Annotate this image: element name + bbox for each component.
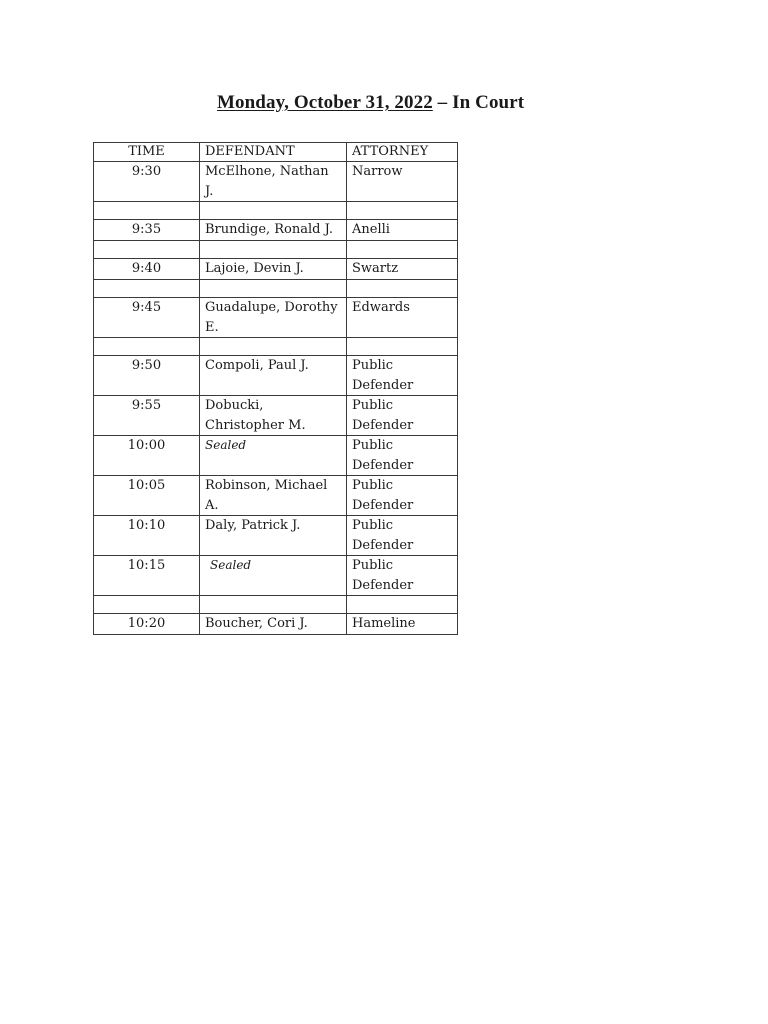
- row-defendant: Dobucki, Christopher M.: [200, 396, 347, 436]
- page-title-suffix: – In Court: [432, 92, 525, 113]
- table-row: [94, 614, 458, 635]
- row-defendant: Guadalupe, Dorothy E.: [200, 298, 347, 338]
- row-defendant: McElhone, Nathan J.: [200, 162, 347, 202]
- row-time: 9:40: [94, 259, 200, 280]
- row-attorney: Hameline: [347, 614, 458, 635]
- table-spacer-row: [94, 596, 458, 614]
- table-spacer-row: [94, 280, 458, 298]
- row-time: 10:10: [94, 516, 200, 556]
- table-row: [94, 396, 458, 436]
- row-defendant: Boucher, Cori J.: [200, 614, 347, 635]
- table-spacer-row: [94, 241, 458, 259]
- table-row: [94, 436, 458, 476]
- table-row: [94, 162, 458, 202]
- row-attorney: Public Defender: [347, 476, 458, 516]
- row-time: 9:55: [94, 396, 200, 436]
- row-defendant-sealed: Sealed: [200, 436, 347, 476]
- header-time: TIME: [94, 143, 200, 162]
- table-row: [94, 556, 458, 596]
- row-attorney: Narrow: [347, 162, 458, 202]
- page-title: [217, 92, 524, 114]
- row-attorney: Anelli: [347, 220, 458, 241]
- row-defendant-sealed: Sealed: [200, 556, 347, 596]
- row-defendant: Daly, Patrick J.: [200, 516, 347, 556]
- table-row: [94, 298, 458, 338]
- row-defendant: Brundige, Ronald J.: [200, 220, 347, 241]
- table-row: [94, 220, 458, 241]
- row-time: 10:15: [94, 556, 200, 596]
- table-row: [94, 356, 458, 396]
- row-time: 9:35: [94, 220, 200, 241]
- row-time: 10:05: [94, 476, 200, 516]
- row-attorney: Edwards: [347, 298, 458, 338]
- table-row: [94, 259, 458, 280]
- row-defendant: Compoli, Paul J.: [200, 356, 347, 396]
- table-spacer-row: [94, 202, 458, 220]
- row-time: 9:30: [94, 162, 200, 202]
- row-time: 10:20: [94, 614, 200, 635]
- row-defendant: Robinson, Michael A.: [200, 476, 347, 516]
- table-row: [94, 476, 458, 516]
- table-header-row: [94, 143, 458, 162]
- header-attorney: ATTORNEY: [347, 143, 458, 162]
- row-attorney: Public Defender: [347, 556, 458, 596]
- court-schedule-table: [93, 142, 458, 635]
- row-attorney: Public Defender: [347, 356, 458, 396]
- row-attorney: Public Defender: [347, 516, 458, 556]
- row-time: 10:00: [94, 436, 200, 476]
- table-row: [94, 516, 458, 556]
- row-time: 9:45: [94, 298, 200, 338]
- table-spacer-row: [94, 338, 458, 356]
- row-attorney: Swartz: [347, 259, 458, 280]
- row-attorney: Public Defender: [347, 436, 458, 476]
- row-attorney: Public Defender: [347, 396, 458, 436]
- page-title-date: Monday, October 31, 2022: [217, 92, 433, 113]
- row-time: 9:50: [94, 356, 200, 396]
- row-defendant: Lajoie, Devin J.: [200, 259, 347, 280]
- header-defendant: DEFENDANT: [200, 143, 347, 162]
